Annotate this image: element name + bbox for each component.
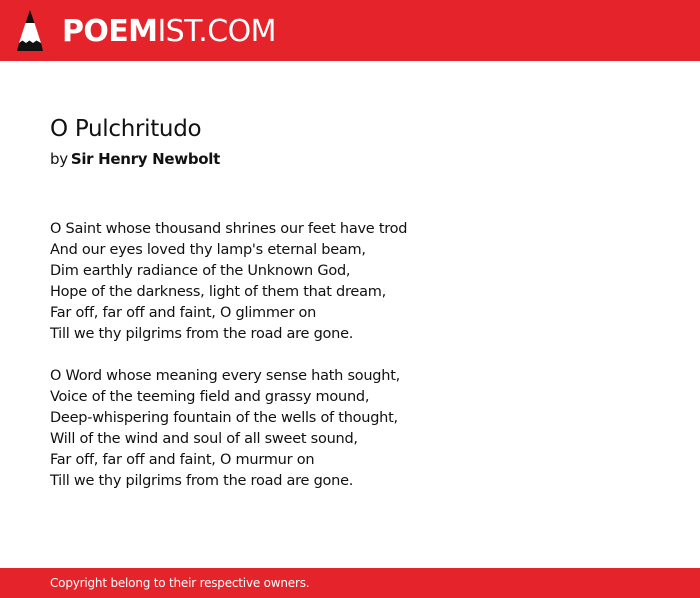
poem-title: O Pulchritudo (50, 116, 202, 142)
byline (50, 149, 220, 169)
poem-line: Voice of the teeming field and grassy mound, (50, 389, 370, 405)
byline-prefix: by (50, 150, 68, 168)
brand-light-text: IST.COM (157, 14, 276, 49)
author-name: Sir Henry Newbolt (70, 150, 221, 168)
poem-line: Deep-whispering fountain of the wells of thought, (50, 410, 398, 426)
site-header (0, 0, 700, 61)
copyright-text: Copyright belong to their respective owners. (50, 576, 310, 590)
site-footer (0, 568, 700, 598)
poem-line: Hope of the darkness, light of them that dream, (50, 284, 386, 300)
poem-line: Will of the wind and soul of all sweet sound, (50, 431, 358, 447)
poem-line: Far off, far off and faint, O glimmer on (50, 305, 317, 321)
poem-line: Far off, far off and faint, O murmur on (50, 452, 315, 468)
poem-body (50, 219, 650, 513)
poem-line: Till we thy pilgrims from the road are gone. (50, 473, 354, 489)
poem-line: Till we thy pilgrims from the road are gone. (50, 326, 354, 342)
pencil-tip-icon[interactable] (16, 9, 44, 52)
poem-line: O Word whose meaning every sense hath sought, (50, 368, 400, 384)
poem-line: Dim earthly radiance of the Unknown God, (50, 263, 351, 279)
site-brand[interactable] (62, 14, 276, 50)
poem-line: And our eyes loved thy lamp's eternal beam, (50, 242, 366, 258)
poem-stanza (50, 219, 650, 345)
poem-stanza (50, 366, 650, 492)
brand-bold-text: POEM (62, 14, 158, 49)
poem-line: O Saint whose thousand shrines our feet have trod (50, 221, 408, 237)
